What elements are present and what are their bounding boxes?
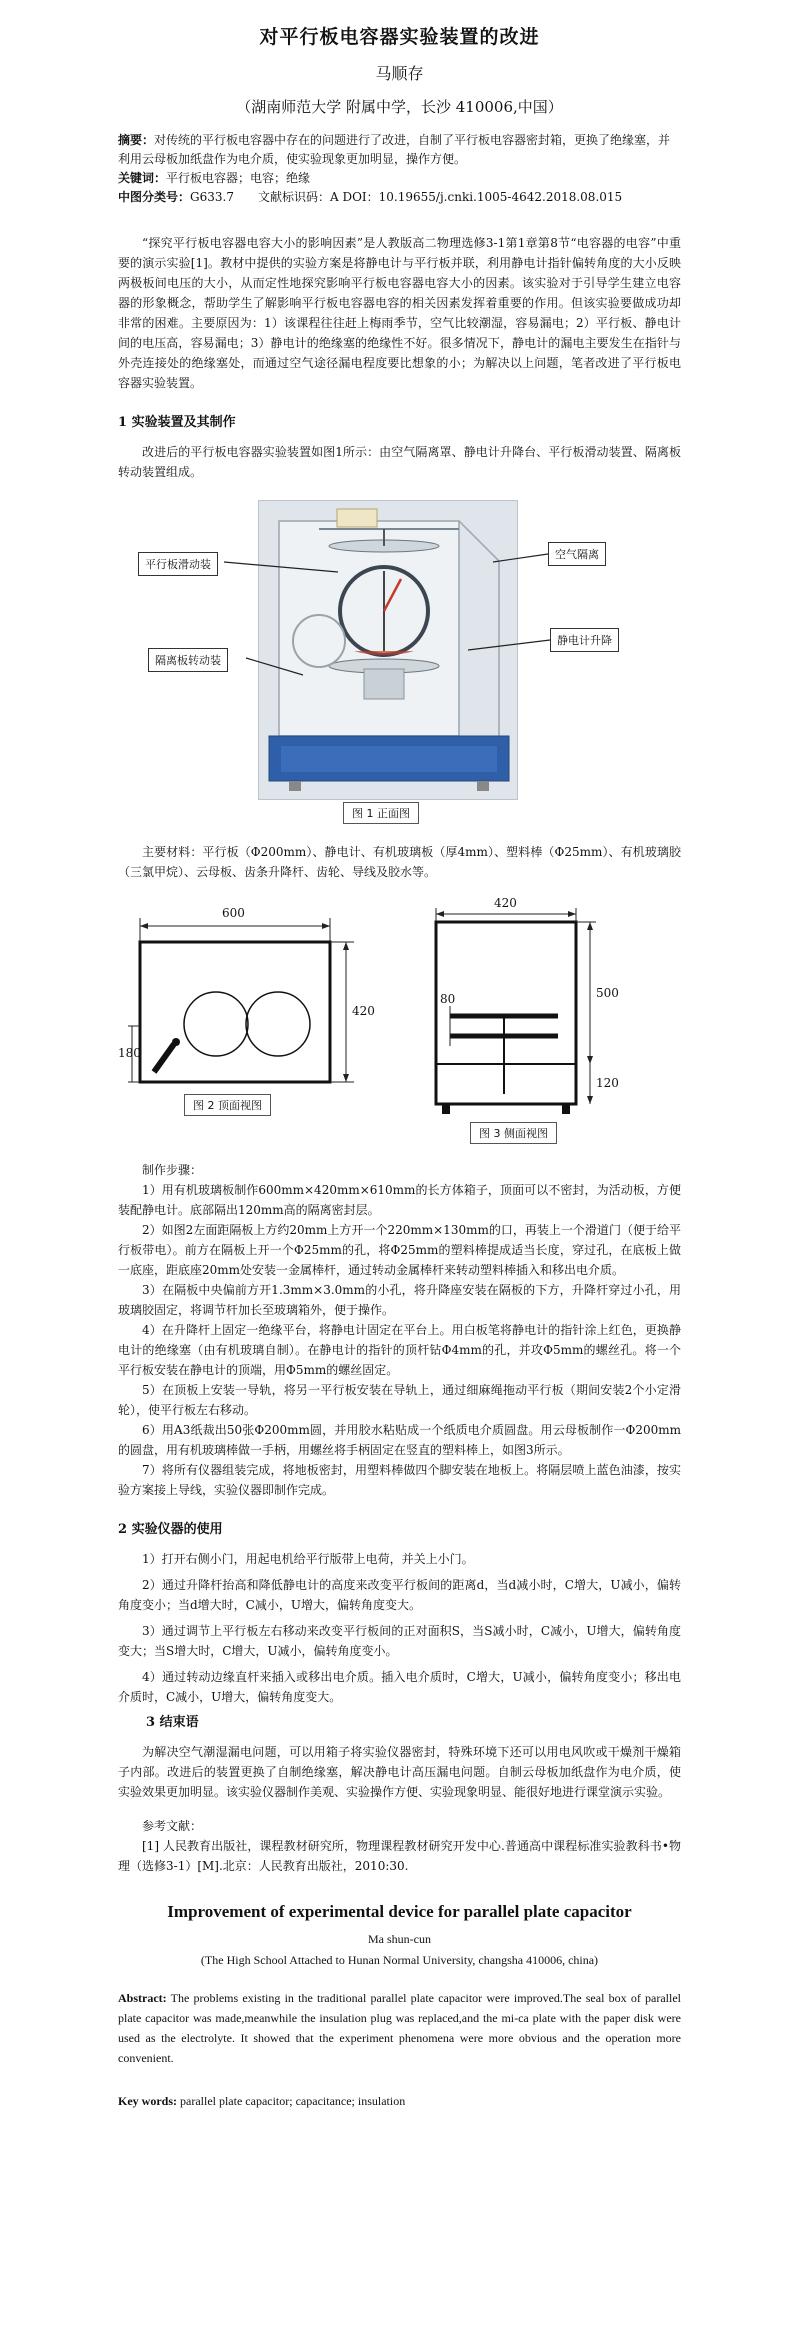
section-3-title: 3 结束语 xyxy=(146,1715,199,1730)
reference-1: [1] 人民教育出版社，课程教材研究所，物理课程教材研究开发中心.普通高中课程标准实验教科书•物理（选修3-1）[M].北京：人民教育出版社，2010:30. xyxy=(118,1839,681,1873)
class-number xyxy=(118,188,234,207)
callout-electrometer-lift: 静电计升降 xyxy=(550,628,619,652)
steps-title: 制作步骤： xyxy=(142,1163,203,1177)
english-abstract-text: The problems existing in the traditional parallel plate capacitor were improved.The seal box of parallel plate capacitor was made,meanwhile the insulation plug was replaced,and the mi-ca plate with the paper disk were used as the electrolyte. It showed that the experiment phenomena were more obvious and the operation more convenient. xyxy=(118,1991,681,2065)
fig2-dim-width: 600 xyxy=(222,906,245,920)
step-item: 1）用有机玻璃板制作600mm×420mm×610mm的长方体箱子，顶面可以不密封，为活动板，方便装配静电计。底部隔出120mm高的隔离密封层。 xyxy=(118,1183,681,1217)
docid-text: A DOI：10.19655/j.cnki.1005-4642.2018.08.015 xyxy=(329,190,623,204)
figure-1-caption: 图 1 正面图 xyxy=(343,802,419,824)
step-item: 5）在顶板上安装一导轨，将另一平行板安装在导轨上，通过细麻绳拖动平行板（期间安装2个小定滑轮），使平行板左右移动。 xyxy=(118,1383,681,1417)
figure-3-caption-wrap xyxy=(470,1122,557,1144)
paper-title: 对平行板电容器实验装置的改进 xyxy=(259,26,540,48)
usage-item: 3）通过调节上平行板左右移动来改变平行板间的正对面积S，当S减小时，C减小，U增大，偏转角度变大；当S增大时，C增大，U减小，偏转角度变小。 xyxy=(118,1624,681,1658)
keywords-label: 关键词： xyxy=(118,171,167,185)
intro-paragraph: “探究平行板电容器电容大小的影响因素”是人教版高二物理选修3-1第1章第8节“电容器的电容”中重要的演示实验[1]。教材中提供的实验方案是将静电计与平行板并联，利用静电计指针偏转角度的大小反映两极板间电压的大小，从而定性地探究影响平行板电容器电容大小的因素。该实验对于引导学生建立电容器的形象概念，帮助学生了解影响平行板电容器电容的相关因素发挥着重要的作用。但该实验要做成功却非常的困难。主要原因为：1）该课程往往赶上梅雨季节，空气比较潮湿，容易漏电；2）平行板、静电计间的电压高，容易漏电；3）静电计的绝缘塞的绝缘性不好。很多情况下，静电计的漏电主要发生在指针与外壳连接处的绝缘塞处，而通过空气途径漏电程度要比想象的小；为解决以上问题，笔者改进了平行板电容器实验装置。 xyxy=(118,236,681,390)
meta-block xyxy=(118,131,681,207)
section-2-title: 2 实验仪器的使用 xyxy=(118,1522,223,1537)
english-keywords xyxy=(118,2094,681,2109)
usage-item: 4）通过转动边缘直杆来插入或移出电介质。插入电介质时，C增大，U减小，偏转角度变小；移出电介质时，C减小，U增大，偏转角度变大。 xyxy=(118,1670,681,1704)
keywords-text: 平行板电容器；电容；绝缘 xyxy=(166,171,311,185)
english-author: Ma shun-cun xyxy=(368,1932,431,1946)
callout-air-isolation: 空气隔离 xyxy=(548,542,606,566)
fig2-dim-height: 420 xyxy=(352,1004,375,1018)
class-text: G633.7 xyxy=(190,190,234,204)
step-item: 7）将所有仪器组装完成，将地板密封，用塑料棒做四个脚安装在地板上。将隔层喷上蓝色油漆，按实验方案接上导线，实验仪器即制作完成。 xyxy=(118,1463,681,1497)
usage-item: 1）打开右侧小门，用起电机给平行版带上电荷，并关上小门。 xyxy=(142,1552,474,1566)
figure-2-drawing xyxy=(128,918,354,1082)
figure-2-caption-wrap xyxy=(184,1094,271,1116)
references-title: 参考文献： xyxy=(142,1819,203,1833)
english-affiliation: (The High School Attached to Hunan Normal University, changsha 410006, china) xyxy=(200,1953,599,1967)
figure-3-caption: 图 3 侧面视图 xyxy=(470,1122,557,1144)
figure-1-caption-wrap xyxy=(343,802,419,824)
usage-item: 2）通过升降杆抬高和降低静电计的高度来改变平行板间的距离d，当d减小时，C增大，U减小，偏转角度变小；当d增大时，C减小，U增大，偏转角度变大。 xyxy=(118,1578,681,1612)
fig3-dim-inner: 80 xyxy=(440,992,456,1006)
callout-plate-slider: 平行板滑动装 xyxy=(138,552,218,576)
fabrication-steps xyxy=(118,1160,681,1500)
class-label: 中图分类号： xyxy=(118,190,191,204)
section-1-intro: 改进后的平行板电容器实验装置如图1所示：由空气隔离罩、静电计升降台、平行板滑动装置、隔离板转动装置组成。 xyxy=(118,445,681,479)
figure-2-caption: 图 2 顶面视图 xyxy=(184,1094,271,1116)
fig3-dim-height: 500 xyxy=(596,986,619,1000)
figure-3-drawing xyxy=(436,908,596,1114)
fig3-dim-bottom: 120 xyxy=(596,1076,619,1090)
step-item: 3）在隔板中央偏前方开1.3mm×3.0mm的小孔，将升降座安装在隔板的下方，升降杆穿过小孔，用玻璃胶固定，将调节杆加长至玻璃箱外，便于操作。 xyxy=(118,1283,681,1317)
fig2-dim-side: 180 xyxy=(118,1046,141,1060)
english-abstract xyxy=(118,1988,681,2068)
materials-paragraph: 主要材料：平行板（Φ200mm）、静电计、有机玻璃板（厚4mm）、塑料棒（Φ25mm）、有机玻璃胶（三氯甲烷）、云母板、齿条升降杆、齿轮、导线及胶水等。 xyxy=(118,845,681,879)
english-keywords-text: parallel plate capacitor; capacitance; insulation xyxy=(177,2094,406,2108)
step-item: 6）用A3纸裁出50张Φ200mm圆，并用胶水粘贴成一个纸质电介质圆盘。用云母板制作一Φ200mm的圆盘，用有机玻璃棒做一手柄，用螺丝将手柄固定在竖直的塑料棒上，如图3所示。 xyxy=(118,1423,681,1457)
figure-1 xyxy=(138,500,678,830)
fig3-dim-width: 420 xyxy=(494,896,517,910)
english-title: Improvement of experimental device for parallel plate capacitor xyxy=(167,1902,632,1921)
section-1-title: 1 实验装置及其制作 xyxy=(118,415,236,430)
classification-row xyxy=(118,188,681,207)
conclusion-paragraph: 为解决空气潮湿漏电问题，可以用箱子将实验仪器密封，特殊环境下还可以用电风吹或干燥剂干燥箱子内部。改进后的装置更换了自制绝缘塞，解决静电计高压漏电问题。自制云母板加纸盘作为电介质，使实验效果更加明显。该实验仪器制作美观、实验操作方便、实验现象明显、能很好地进行课堂演示实验。 xyxy=(118,1745,681,1799)
document-id xyxy=(258,188,622,207)
docid-label: 文献标识码： xyxy=(257,190,330,204)
step-item: 2）如图2左面距隔板上方约20mm上方开一个220mm×130mm的口，再装上一个滑道门（便于给平行板带电）。前方在隔板上开一个Φ25mm的孔，将Φ25mm的塑料棒提成适当长度，穿过孔，在底板上做一底座，距底座20mm处安装一金属棒杆，通过转动金属棒杆来转动塑料棒插入和移出电介质。 xyxy=(118,1223,681,1277)
paper-author: 马顺存 xyxy=(375,64,424,83)
english-abstract-label: Abstract: xyxy=(118,1991,167,2005)
abstract xyxy=(118,131,681,169)
paper-affiliation: （湖南师范大学 附属中学，长沙 410006,中国） xyxy=(236,98,563,116)
abstract-label: 摘要： xyxy=(118,133,155,147)
abstract-text: 对传统的平行板电容器中存在的问题进行了改进，自制了平行板电容器密封箱，更换了绝缘塞，并利用云母板加纸盘作为电介质，使实验现象更加明显，操作方便。 xyxy=(118,133,671,166)
keywords xyxy=(118,169,681,188)
step-item: 4）在升降杆上固定一绝缘平台，将静电计固定在平台上。用白板笔将静电计的指针涂上红色，更换静电计的绝缘塞（由有机玻璃自制）。在静电计的指针的顶杆钻Φ4mm的孔，并攻Φ5mm的螺丝孔。将一个平行板安装在静电计的顶端，用Φ5mm的螺丝固定。 xyxy=(118,1323,681,1377)
figures-2-3 xyxy=(118,896,678,1146)
english-keywords-label: Key words: xyxy=(118,2094,177,2108)
callout-isolation-rotator: 隔离板转动装 xyxy=(148,648,228,672)
